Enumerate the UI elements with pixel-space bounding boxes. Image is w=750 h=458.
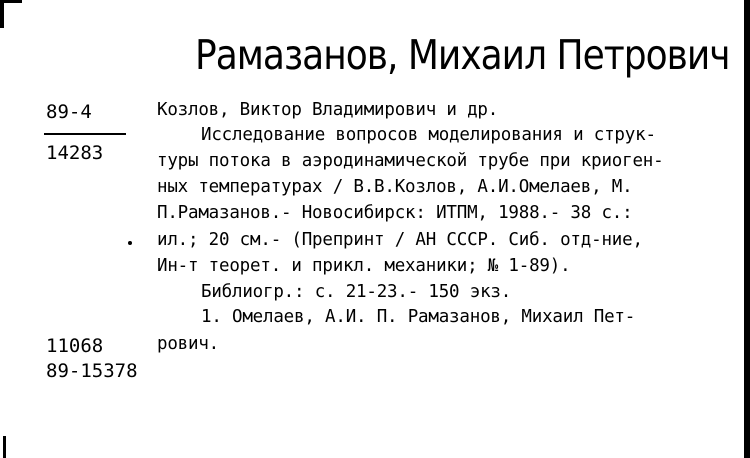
record-line-7: Библиогр.: с. 21-23.- 150 экз. (201, 282, 512, 302)
inventory-number: 11068 (46, 335, 104, 357)
stray-mark (128, 241, 132, 245)
call-number-top: 89-4 (46, 101, 92, 123)
left-lower-mark (3, 436, 6, 458)
record-line-4: П.Рамазанов.- Новосибирск: ИТПМ, 1988.- 38 с.: (157, 203, 633, 223)
call-number-divider (44, 133, 126, 135)
top-border-mark (0, 0, 22, 3)
record-line-9: рович. (157, 334, 220, 354)
left-border-mark (0, 0, 4, 28)
record-line-5: ил.; 20 см.- (Препринт / АН СССР. Сиб. отд-ние, (157, 230, 643, 250)
record-line-2: туры потока в аэродинамической трубе при криоген- (157, 151, 664, 171)
author-line: Козлов, Виктор Владимирович и др. (157, 100, 499, 120)
right-border (744, 0, 750, 458)
record-line-3: ных температурах / В.В.Козлов, А.И.Омелаев, М. (157, 177, 633, 197)
call-number-bottom: 14283 (46, 142, 104, 164)
handwritten-name: Рамазанов, Михаил Петрович (195, 32, 730, 80)
registry-number: 89-15378 (46, 360, 138, 382)
record-line-1: Исследование вопросов моделирования и струк- (201, 125, 656, 145)
record-line-6: Ин-т теорет. и прикл. механики; № 1-89). (157, 256, 571, 276)
record-line-8: 1. Омелаев, А.И. П. Рамазанов, Михаил Пет- (201, 307, 636, 327)
